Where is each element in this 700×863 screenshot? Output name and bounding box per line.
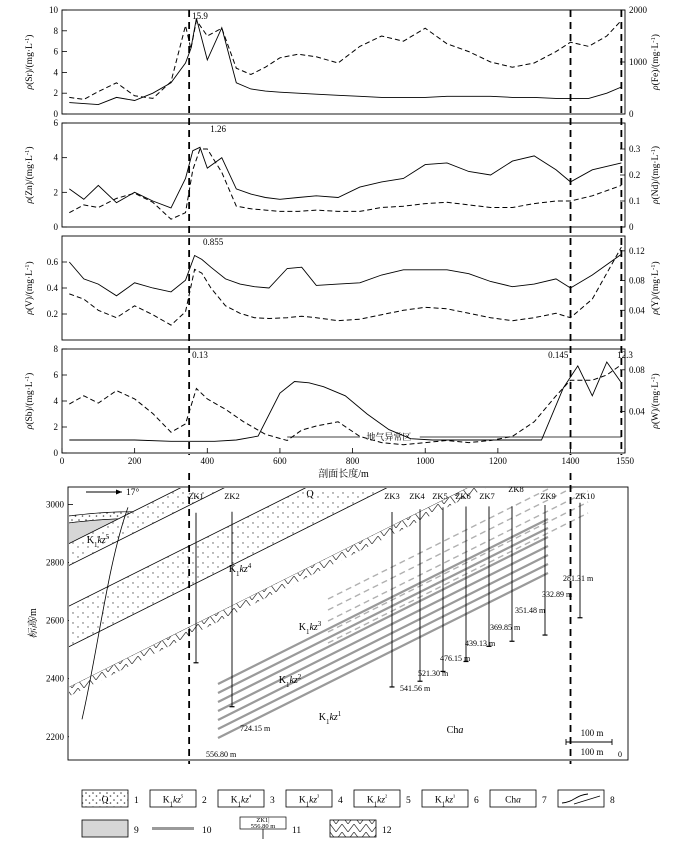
legend-swatch-label: $K_1kz^{^4}$	[230, 794, 252, 808]
ylabel-left: $\rho(Sr)/(mg\cdot L^{-1})$	[23, 34, 35, 90]
unit-label: $K_1kz^4$	[228, 562, 252, 578]
tick-label-left: 8	[53, 25, 58, 36]
legend-swatch-label: $K_1kz^{^1}$	[434, 794, 456, 808]
tick-label-right: 0.1	[629, 196, 641, 206]
borehole-depth-label: 521.30 m	[418, 669, 449, 678]
tick-label-right: 0.08	[629, 275, 645, 286]
tick-label-x: 200	[127, 456, 142, 466]
legend-number: 3	[270, 796, 275, 806]
unit-label: Cha	[446, 725, 464, 736]
borehole-label: ZK1	[188, 491, 204, 501]
unit-label: $K_1kz^3$	[298, 620, 322, 636]
borehole-label: ZK2	[224, 491, 240, 501]
tick-label-left: 0.4	[46, 283, 58, 293]
legend-swatch-label: Q	[101, 795, 109, 806]
scale-label-h: 100 m	[580, 747, 604, 757]
unit-label: $K_1kz^2$	[278, 673, 302, 689]
tick-label-x: 400	[200, 456, 215, 466]
annotation-value: 1.26	[210, 124, 227, 134]
legend-swatch	[558, 790, 604, 807]
legend-number: 10	[202, 826, 212, 836]
tick-label-left: 4	[53, 152, 58, 163]
borehole-label: ZK5	[432, 491, 448, 501]
borehole-label: ZK6	[455, 491, 471, 501]
unit-label: $K_1kz^1$	[318, 710, 342, 726]
legend-number: 12	[382, 826, 392, 836]
borehole-depth-label: 724.15 m	[240, 724, 271, 733]
tick-label-right: 0.04	[629, 406, 645, 417]
tick-label-left: 2	[53, 88, 58, 99]
legend-number: 9	[134, 826, 139, 836]
tick-label-x: 1000	[416, 456, 435, 466]
section-ylabel: 标高/m	[28, 608, 39, 639]
tick-label-left: 4	[53, 396, 58, 406]
annotation-value: 0.145	[548, 350, 569, 360]
borehole-label: ZK10	[575, 491, 595, 501]
ylabel-left: $\rho(V)/(mg\cdot L^{-1})$	[23, 261, 35, 315]
unit-label: $K_1kz^5$	[86, 533, 110, 549]
tick-label-elev: 3000	[46, 499, 64, 510]
legend-number: 8	[610, 796, 615, 806]
tick-label-left: 6	[53, 46, 58, 57]
ylabel-right: $\rho(Nd)/(mg\cdot L^{-1})$	[649, 145, 661, 205]
borehole-depth-label: 369.85 m	[490, 623, 521, 632]
tick-label-left: 6	[53, 370, 58, 380]
xaxis-title: 剖面长度/m	[318, 469, 369, 480]
legend-number: 5	[406, 796, 411, 806]
tick-label-right: 0.2	[629, 170, 641, 180]
tick-label-elev: 2400	[46, 673, 64, 684]
legend-swatch-label: $K_1kz^{^2}$	[366, 794, 388, 808]
unit-label: Q	[306, 489, 314, 500]
tick-label-left: 4	[53, 67, 58, 78]
legend-number: 4	[338, 796, 343, 806]
tick-label-left: 2	[53, 422, 58, 432]
tick-label-right: 0.04	[629, 305, 645, 316]
tick-label-right: 0.3	[629, 144, 641, 154]
tick-label-x: 1400	[561, 456, 580, 466]
tick-label-left: 0.6	[46, 257, 58, 267]
legend-number: 6	[474, 796, 479, 806]
legend-swatch	[330, 820, 376, 837]
borehole-depth-label: 476.15 m	[440, 654, 471, 663]
legend-number: 11	[292, 826, 302, 836]
annotation-label: 地气异常区	[366, 432, 412, 442]
borehole-depth-label: 439.13 m	[465, 639, 496, 648]
legend-swatch-label: $K_1kz^{^5}$	[162, 794, 184, 808]
borehole-label: ZK3	[384, 491, 400, 501]
tick-label-left: 8	[53, 344, 58, 354]
legend-number: 1	[134, 796, 139, 806]
borehole-depth-label: 556.80 m	[206, 750, 237, 759]
tick-label-left: 0	[53, 448, 58, 458]
tick-label-left: 0.2	[46, 309, 58, 319]
ylabel-right: $\rho(Y)/(mg\cdot L^{-1})$	[649, 261, 661, 315]
legend-swatch-label: $K_1kz^{^3}$	[298, 794, 320, 808]
legend-number: 7	[542, 796, 547, 806]
legend-number: 2	[202, 796, 207, 806]
legend-borehole-name: ZK1|	[256, 817, 270, 824]
borehole-label: ZK7	[479, 491, 495, 501]
dip-label: 17°	[126, 488, 140, 498]
borehole-label: ZK4	[409, 491, 425, 501]
tick-label-right: 2000	[629, 5, 647, 15]
annotation-value: 0.13	[192, 350, 208, 360]
borehole-label: ZK8	[508, 484, 524, 494]
tick-label-right: 0	[629, 222, 634, 232]
tick-label-x: 1550	[616, 456, 634, 466]
tick-label-right: 0.08	[629, 364, 645, 375]
tick-label-right: 1000	[629, 57, 647, 67]
legend-swatch-label: Cha	[505, 795, 521, 806]
tick-label-right: 0.12	[629, 245, 645, 256]
tick-label-left: 0	[53, 109, 58, 119]
ylabel-left: $\rho(Zn)/(mg\cdot L^{-1})$	[23, 146, 35, 204]
ylabel-left: $\rho(Sb)/(mg\cdot L^{-1})$	[23, 372, 35, 430]
tick-label-x: 800	[345, 456, 360, 466]
ylabel-right: $\rho(W)/(mg\cdot L^{-1})$	[649, 373, 661, 429]
tick-label-left: 2	[53, 187, 58, 198]
borehole-depth-label: 541.56 m	[400, 684, 431, 693]
tick-label-left: 6	[53, 118, 58, 128]
tick-label-elev: 2200	[46, 731, 64, 742]
tick-label-left: 0	[53, 222, 58, 232]
annotation-value: 12.3	[617, 350, 633, 360]
annotation-value: 15.9	[192, 11, 208, 21]
borehole-depth-label: 332.89 m	[542, 590, 573, 599]
borehole-label: ZK9	[540, 491, 556, 501]
tick-label-elev: 2800	[46, 557, 64, 568]
tick-label-x: 1200	[488, 456, 507, 466]
tick-label-x: 600	[273, 456, 287, 466]
tick-label-left: 10	[49, 5, 58, 15]
borehole-depth-label: 351.48 m	[515, 606, 546, 615]
borehole-depth-label: 281.31 m	[563, 574, 594, 583]
tick-label-x: 0	[59, 456, 65, 466]
scale-zero: 0	[618, 750, 622, 759]
legend-borehole-depth: 556.80 m	[250, 823, 276, 830]
tick-label-elev: 2600	[46, 615, 64, 626]
ylabel-right: $\rho(Fe)/(mg\cdot L^{-1})$	[649, 34, 661, 90]
tick-label-right: 0	[629, 109, 634, 119]
annotation-value: 0.855	[203, 237, 224, 247]
legend-swatch	[82, 820, 128, 837]
scale-label-v: 100 m	[580, 728, 604, 738]
